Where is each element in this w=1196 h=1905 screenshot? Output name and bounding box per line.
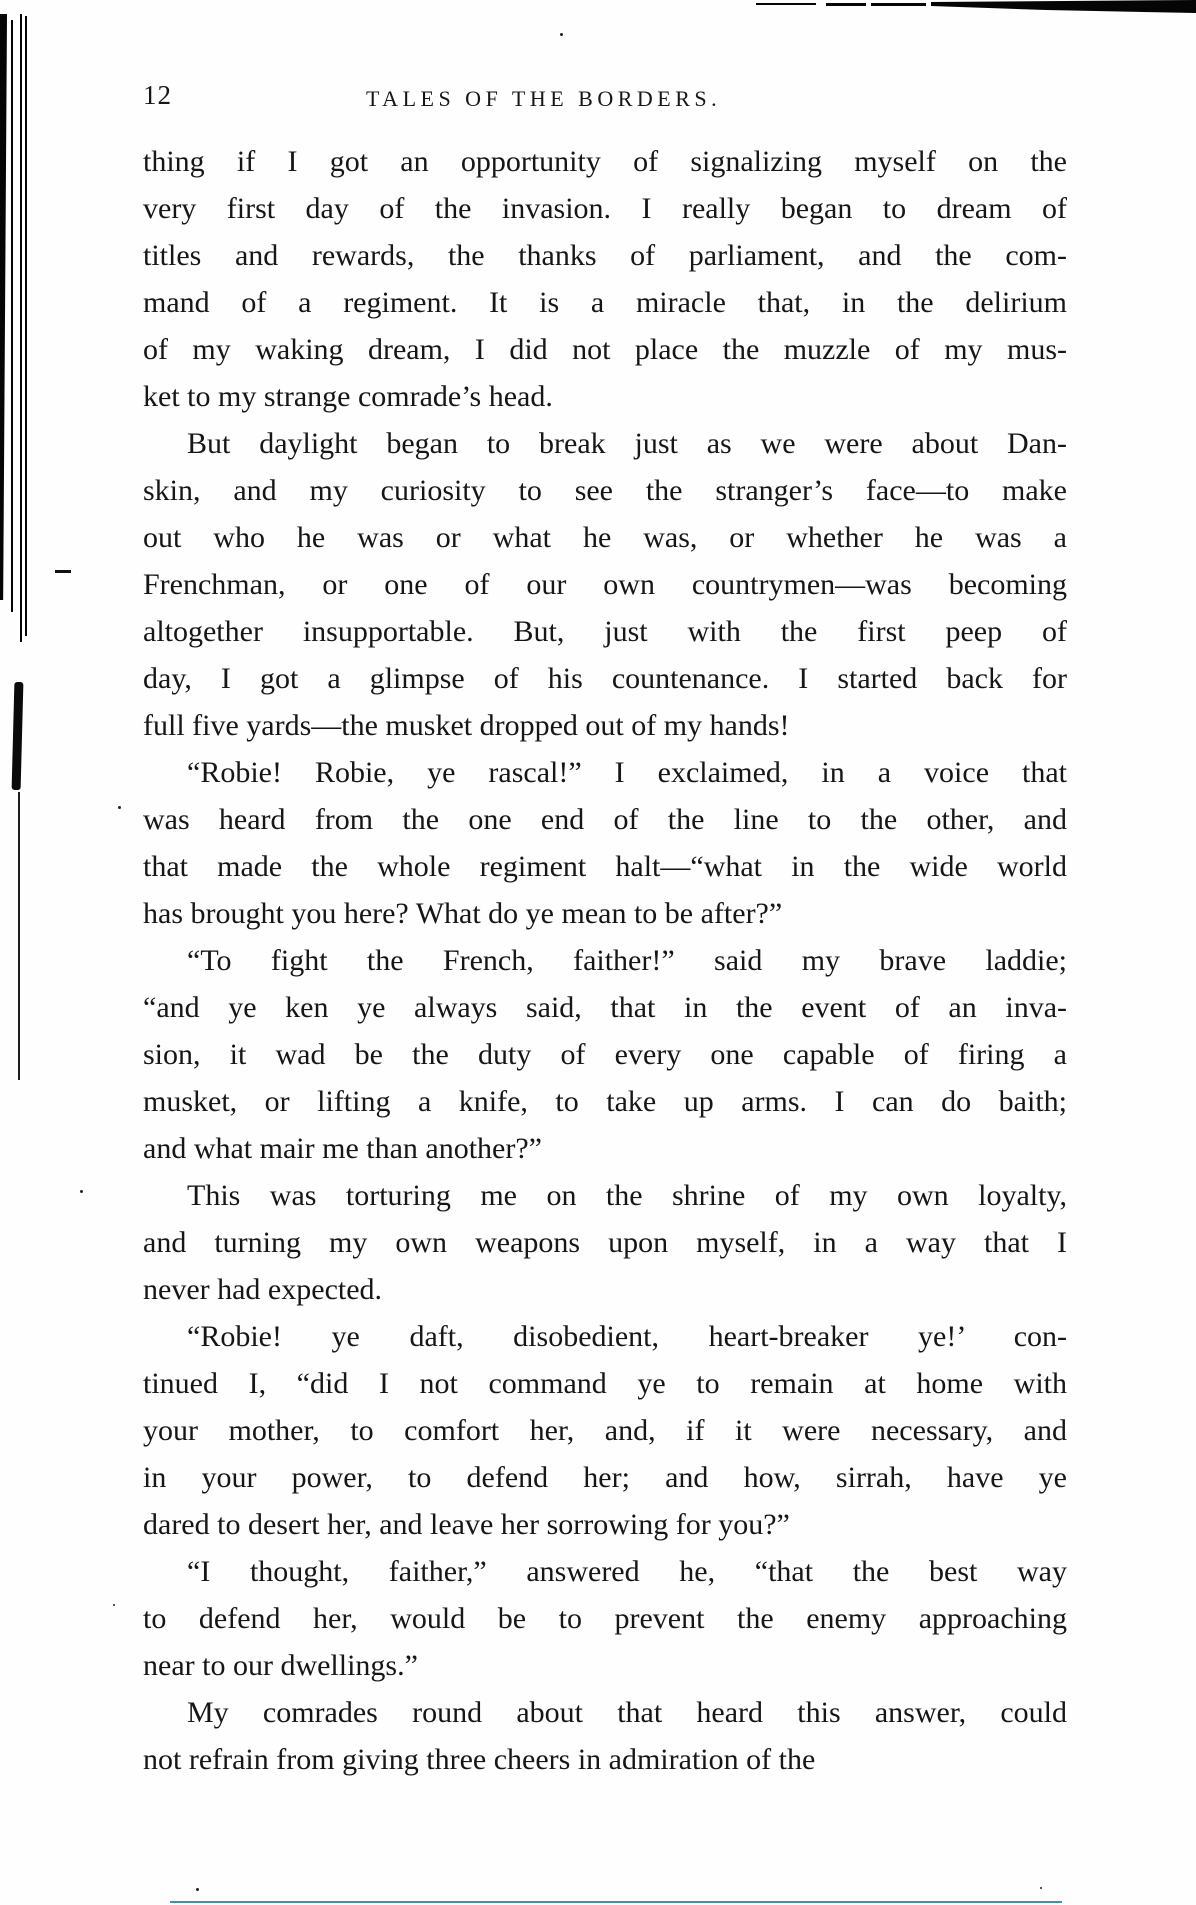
text-line: ket to my strange comrade’s head. <box>143 380 553 413</box>
scan-speck <box>196 1888 199 1891</box>
text-line: out who he was or what he was, or whether he was a <box>143 521 1067 554</box>
text-line: tinued I, “did I not command ye to remain at home with <box>143 1367 1067 1400</box>
text-line: skin, and my curiosity to see the stranger’s face—to make <box>143 474 1067 507</box>
scan-speck <box>80 1190 83 1193</box>
body-text <box>143 138 1067 1783</box>
text-line: But daylight began to break just as we were about Dan- <box>187 427 1067 460</box>
text-line: of my waking dream, I did not place the muzzle of my mus- <box>143 333 1067 366</box>
text-line: very first day of the invasion. I really began to dream of <box>143 192 1067 225</box>
text-line: was heard from the one end of the line to the other, and <box>143 803 1067 836</box>
text-line: sion, it wad be the duty of every one capable of firing a <box>143 1038 1067 1071</box>
page-number: 12 <box>143 80 172 110</box>
text-line: altogether insupportable. But, just with the first peep of <box>143 615 1067 648</box>
scan-speck <box>1040 1887 1042 1889</box>
text-line: My comrades round about that heard this answer, could <box>187 1696 1067 1729</box>
text-line: thing if I got an opportunity of signalizing myself on the <box>143 145 1067 178</box>
text-line: mand of a regiment. It is a miracle that, in the delirium <box>143 286 1067 319</box>
text-line: Frenchman, or one of our own countrymen—was becoming <box>143 568 1067 601</box>
text-line: “Robie! ye daft, disobedient, heart-breaker ye!’ con- <box>187 1320 1067 1353</box>
spine-scan-line <box>20 14 22 642</box>
text-line: dared to desert her, and leave her sorrowing for you?” <box>143 1508 790 1541</box>
text-line: your mother, to comfort her, and, if it were necessary, and <box>143 1414 1067 1447</box>
scan-speck <box>113 1604 115 1606</box>
running-title: TALES OF THE BORDERS. <box>366 86 722 111</box>
text-line: “Robie! Robie, ye rascal!” I exclaimed, in a voice that <box>187 756 1067 789</box>
text-line: “I thought, faither,” answered he, “that the best way <box>187 1555 1067 1588</box>
text-line: to defend her, would be to prevent the enemy approaching <box>143 1602 1067 1635</box>
text-line: and what mair me than another?” <box>143 1132 542 1165</box>
text-line: has brought you here? What do ye mean to be after?” <box>143 897 783 930</box>
spine-scan-line <box>11 20 13 612</box>
text-line: not refrain from giving three cheers in admiration of the <box>143 1743 816 1776</box>
spine-ink-blotch <box>12 682 24 790</box>
spine-scan-line <box>25 16 27 636</box>
spine-tick-mark <box>55 570 71 573</box>
text-line: never had expected. <box>143 1273 383 1306</box>
bottom-rule <box>170 1901 1062 1903</box>
text-line: near to our dwellings.” <box>143 1649 418 1682</box>
scan-speck <box>118 806 121 809</box>
text-line: full five yards—the musket dropped out of my hands! <box>143 709 790 742</box>
text-line: “To fight the French, faither!” said my brave laddie; <box>187 944 1067 977</box>
scan-speck <box>560 33 563 36</box>
text-line: that made the whole regiment halt—“what in the wide world <box>143 850 1067 883</box>
top-edge-scan-bar <box>736 0 1196 16</box>
text-line: This was torturing me on the shrine of my own loyalty, <box>187 1179 1067 1212</box>
text-line: in your power, to defend her; and how, sirrah, have ye <box>143 1461 1067 1494</box>
spine-scan-line <box>18 792 20 1080</box>
spine-scan-line <box>0 14 7 600</box>
text-line: musket, or lifting a knife, to take up arms. I can do baith; <box>143 1085 1067 1118</box>
text-line: “and ye ken ye always said, that in the event of an inva- <box>143 991 1067 1024</box>
text-line: titles and rewards, the thanks of parliament, and the com- <box>143 239 1067 272</box>
text-line: and turning my own weapons upon myself, in a way that I <box>143 1226 1067 1259</box>
text-line: day, I got a glimpse of his countenance. I started back for <box>143 662 1067 695</box>
